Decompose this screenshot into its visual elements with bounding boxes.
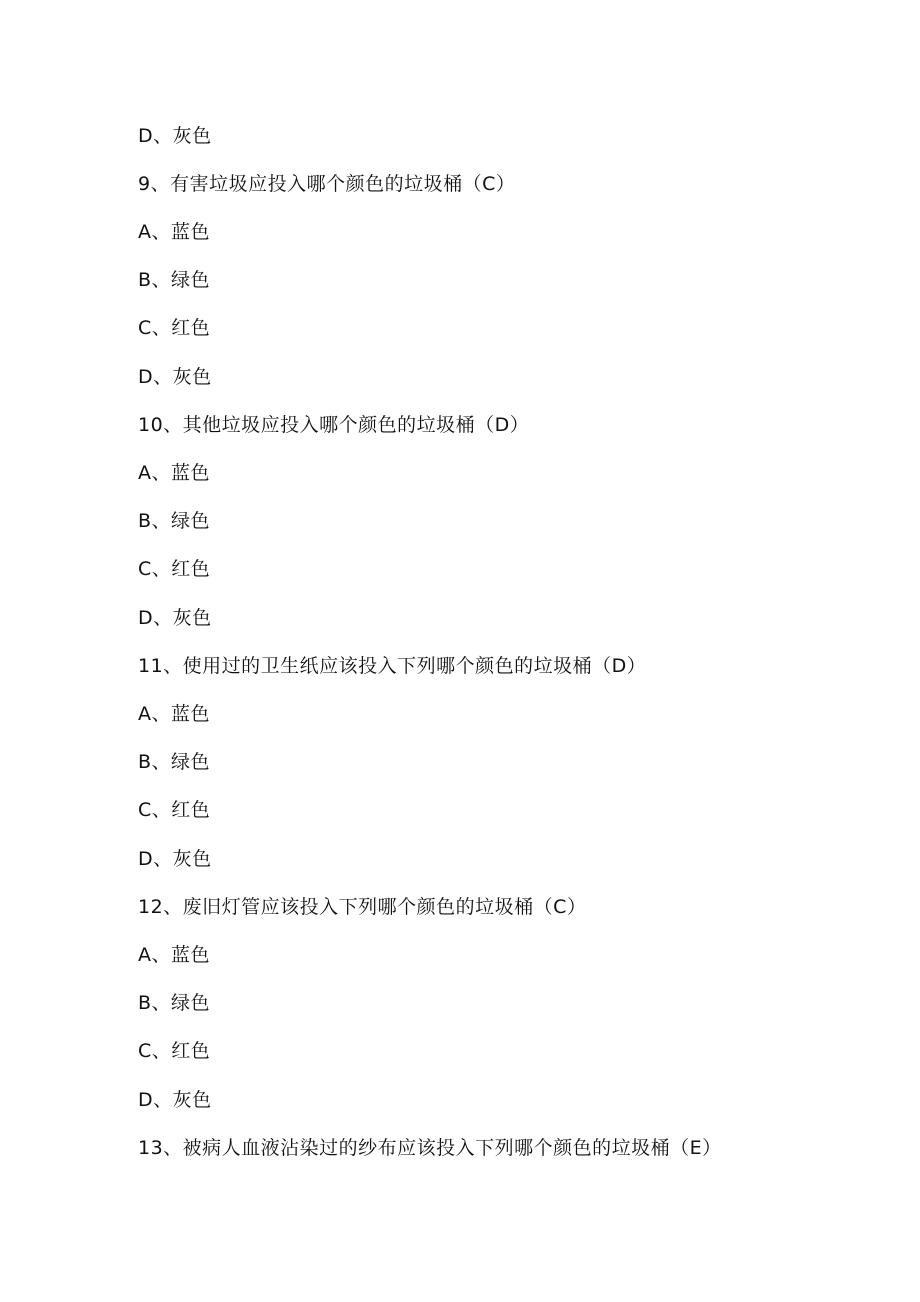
- option-a-q12: A、蓝色: [138, 944, 210, 966]
- option-c-q12: C、红色: [138, 1040, 211, 1062]
- option-a-q9: A、蓝色: [138, 221, 210, 243]
- option-b-q12: B、绿色: [138, 992, 211, 1014]
- option-d-q12: D、灰色: [138, 1089, 212, 1111]
- option-d-q10: D、灰色: [138, 607, 212, 629]
- option-d-q11: D、灰色: [138, 848, 212, 870]
- question-13: 13、被病人血液沾染过的纱布应该投入下列哪个颜色的垃圾桶（E）: [138, 1137, 722, 1159]
- question-9: 9、有害垃圾应投入哪个颜色的垃圾桶（C）: [138, 173, 516, 195]
- option-d-q8: D、灰色: [138, 125, 212, 147]
- option-b-q11: B、绿色: [138, 751, 211, 773]
- option-b-q10: B、绿色: [138, 510, 211, 532]
- option-c-q9: C、红色: [138, 317, 211, 339]
- question-12: 12、废旧灯管应该投入下列哪个颜色的垃圾桶（C）: [138, 896, 587, 918]
- option-a-q11: A、蓝色: [138, 703, 210, 725]
- option-a-q10: A、蓝色: [138, 462, 210, 484]
- option-d-q9: D、灰色: [138, 366, 212, 388]
- option-c-q11: C、红色: [138, 799, 211, 821]
- question-10: 10、其他垃圾应投入哪个颜色的垃圾桶（D）: [138, 414, 530, 436]
- question-11: 11、使用过的卫生纸应该投入下列哪个颜色的垃圾桶（D）: [138, 655, 647, 677]
- option-c-q10: C、红色: [138, 558, 211, 580]
- option-b-q9: B、绿色: [138, 269, 211, 291]
